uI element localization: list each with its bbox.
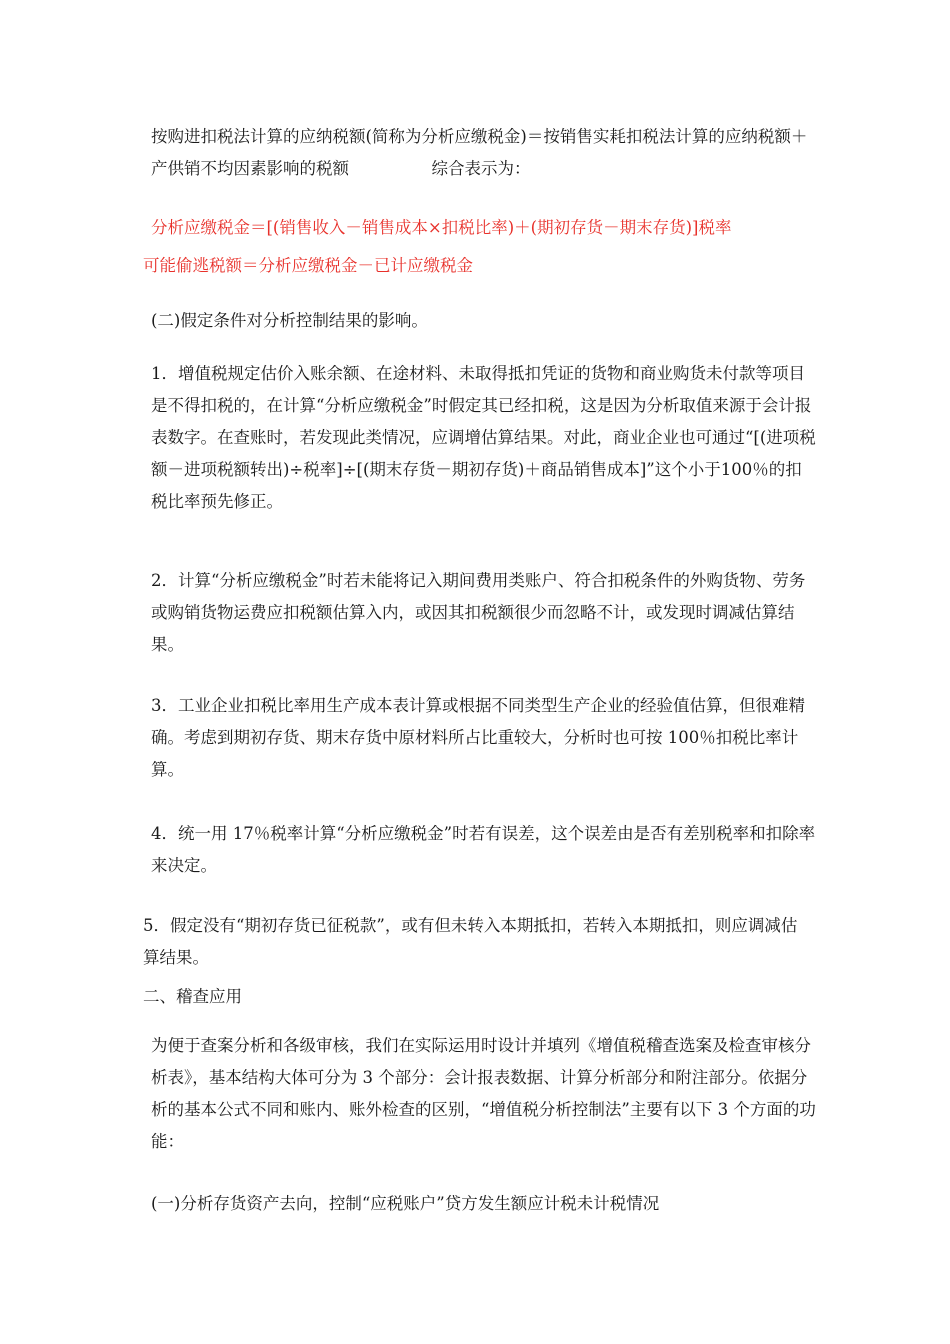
section-heading-inventory-analysis: (一)分析存货资产去向，控制“应税账户”贷方发生额应计税未计税情况 [151, 1194, 660, 1213]
paragraph-item-3: 3．工业企业扣税比率用生产成本表计算或根据不同类型生产企业的经验值估算，但很难精确。考虑到期初存货、期末存货中原材料所占比重较大，分析时也可按 100％扣税比率计算。 [151, 696, 805, 779]
paragraph-tax-definition: 按购进扣税法计算的应纳税额(简称为分析应缴税金)＝按销售实耗扣税法计算的应纳税额＋产供销不均因素影响的税额 综合表示为： [151, 127, 808, 178]
paragraph-audit-application: 为便于查案分析和各级审核，我们在实际运用时设计并填列《增值税稽查选案及检查审核分析表》，基本结构大体可分为 3 个部分：会计报表数据、计算分析部分和附注部分。依据分析的基本公式不同和账内、账外检查的区别，“增值税分析控制法”主要有以下 3 个方面的功能： [151, 1036, 816, 1151]
section-heading-assumptions: (二)假定条件对分析控制结果的影响。 [151, 311, 428, 330]
section-heading-audit-application: 二、稽查应用 [143, 987, 242, 1006]
paragraph-item-4: 4．统一用 17％税率计算“分析应缴税金”时若有误差，这个误差由是否有差别税率和扣除率来决定。 [151, 824, 816, 875]
paragraph-item-1: 1．增值税规定估价入账余额、在途材料、未取得抵扣凭证的货物和商业购货未付款等项目是不得扣税的，在计算“分析应缴税金”时假定其已经扣税，这是因为分析取值来源于会计报表数字。在查账时，若发现此类情况，应调增估算结果。对此，商业企业也可通过“[(进项税额－进项税额转出)÷税率]÷[(期末存货－期初存货)＋商品销售成本]”这个小于100％的扣税比率预先修正。 [151, 364, 816, 511]
paragraph-item-5: 5．假定没有“期初存货已征税款”，或有但未转入本期抵扣，若转入本期抵扣，则应调减估算结果。 [143, 916, 798, 967]
paragraph-item-2: 2．计算“分析应缴税金”时若未能将记入期间费用类账户、符合扣税条件的外购货物、劳务或购销货物运费应扣税额估算入内，或因其扣税额很少而忽略不计，或发现时调减估算结果。 [151, 571, 806, 654]
formula-evasion-tax: 可能偷逃税额＝分析应缴税金－已计应缴税金 [143, 256, 473, 275]
formula-analysis-tax: 分析应缴税金＝[(销售收入－销售成本×扣税比率)＋(期初存货－期末存货)]税率 [151, 218, 732, 237]
